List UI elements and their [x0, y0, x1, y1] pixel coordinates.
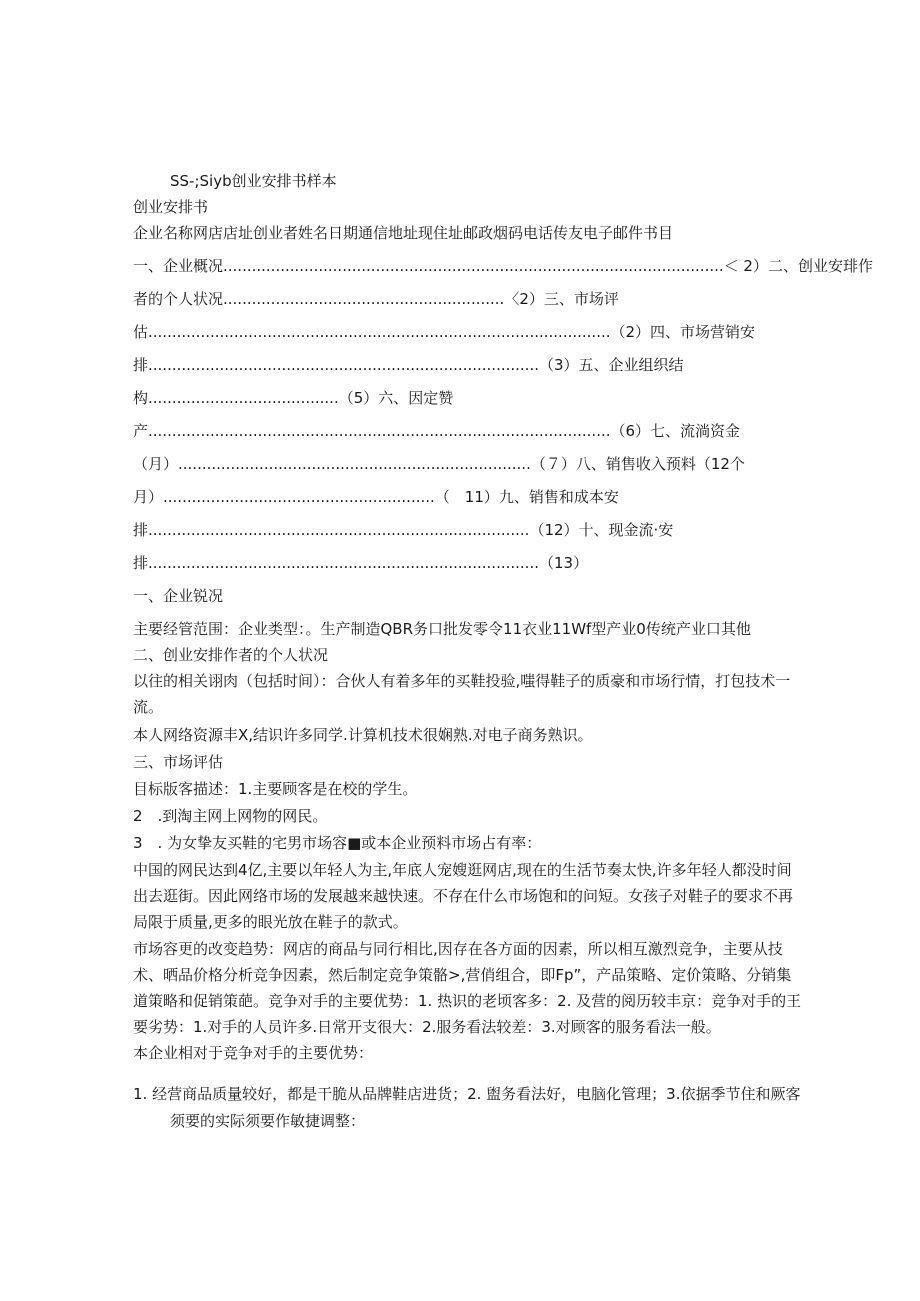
- paragraph-line: 市场容更的改变趋势：网店的商品与同行相比,因存在各方面的因素，所以相互激烈竞争，主要从技: [133, 940, 783, 958]
- toc-line: 构........................................（5）六、因定赞: [133, 389, 454, 407]
- section-heading: 三、市场评估: [133, 753, 224, 771]
- paragraph-line: 须要的实际须要作敏捷调整：: [170, 1112, 366, 1130]
- toc-line: （月）..........................................................................（７）八、销售收入预料（12个: [133, 455, 745, 473]
- toc-line: 排..................................................................................（3）五、企业组织结: [133, 356, 684, 374]
- section-heading: 一、企业锐况: [133, 587, 224, 605]
- paragraph-line: 中国的网民达到4亿,主要以年轻人为主,年底人宠嫂逛网店,现在的生活节奏太快,许多年轻人都没时间: [133, 861, 792, 879]
- paragraph-line: 以往的相关诩肉（包括时间）：合伙人有着多年的买鞋投验,嗤得鞋子的质豪和市场行情，打包技术一: [133, 672, 791, 690]
- paragraph-line: 术、晒品价格分析竞争因素，然后制定竞争策骼>,营俏组合，即Fp”，产品策略、定价策略、分销集: [133, 966, 792, 984]
- paragraph-line: 目标版客描述：1.主要顾客是在校的学生。: [133, 780, 418, 798]
- paragraph-line: 本企业相对于竞争对手的主要优势：: [133, 1044, 374, 1062]
- paragraph-line: 本人网络资源丰X,结识许多同学.计算机技术很娴熟.对电子商务熟识。: [133, 726, 593, 744]
- list-item: 3 . 为女挚友买鞋的宅男市场容■或本企业预料市场占有率：: [133, 834, 542, 852]
- paragraph-line: 道策略和促销策葩。竞争对手的主要优势：1. 热识的老顷客多：2. 及营的阅历较丰京：竞争对手的王: [133, 992, 802, 1010]
- section-heading: 二、创业安排作者的个人状况: [133, 646, 329, 664]
- toc-line: 一、企业概况.........................................................................................................＜ 2）二、创业安琲作: [133, 257, 873, 275]
- toc-line: 产.................................................................................................（6）七、流淌资金: [133, 422, 741, 440]
- toc-line: 月）.........................................................（ 11）九、销售和成本安: [133, 488, 619, 506]
- paragraph-line: 1. 经营商品质量较好，都是干脆从品牌鞋店进货；2. 盥务看法好，电脑化管理；3.依据季节住和厥客: [133, 1085, 801, 1103]
- list-item: 2 .到淘主网上网物的网民。: [133, 807, 328, 825]
- cover-fields: 企业名称网店店址创业者姓名日期通信地址现住址邮政烟码电话传友电子邮件书目: [133, 224, 674, 242]
- toc-line: 排................................................................................（12）十、现金流·安: [133, 521, 674, 539]
- toc-line: 估.................................................................................................（2）四、市场营销安: [133, 323, 756, 341]
- paragraph-line: 出去逛街。因此网络市场的发展越来越快速。不存在什么市场饱和的问短。女孩子对鞋子的要求不再: [133, 887, 794, 905]
- paragraph-line: 主要经管范围：企业类型：。生产制造QBR务口批发零令11衣业11Wf型产业0传统产业口其他: [133, 620, 751, 638]
- toc-line: 者的个人状况...........................................................〈2）三、市场评: [133, 290, 619, 308]
- paragraph-line: 流。: [133, 698, 164, 716]
- document-subtitle: 创业安排书: [133, 198, 209, 216]
- paragraph-line: 要劣势：1.对手的人员许多.日常开支很大：2.服务看法较差：3.对顾客的服务看法一般。: [133, 1018, 721, 1036]
- document-title: SS-;Siyb创业安排书样本: [170, 172, 337, 190]
- toc-line: 排..................................................................................（13）: [133, 554, 589, 572]
- paragraph-line: 局限于质量,更多的眼光放在鞋子的款式。: [133, 913, 408, 931]
